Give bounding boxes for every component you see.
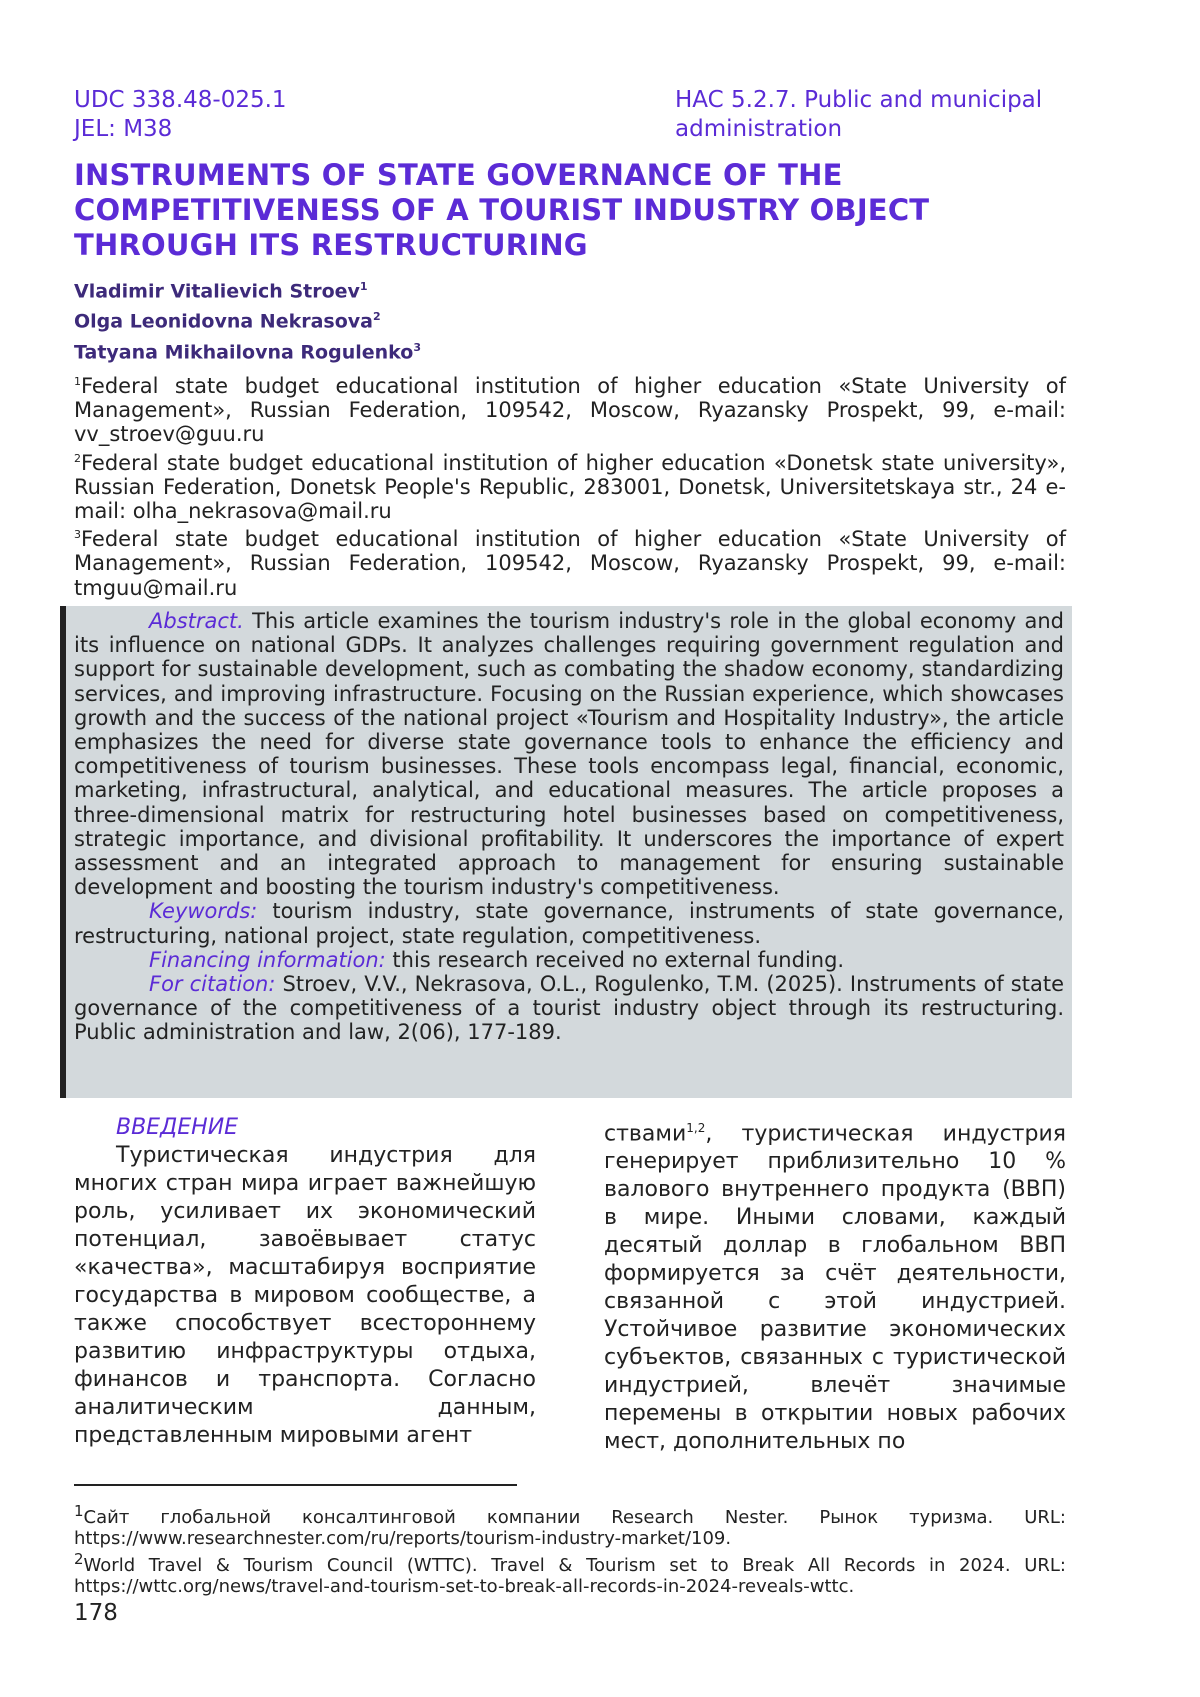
classification-codes [74, 86, 287, 144]
author-name: Olga Leonidovna Nekrasova2 [74, 304, 421, 334]
jel-code: JEL: M38 [74, 115, 287, 144]
article-page [0, 0, 1200, 1697]
citation-paragraph: For citation: Stroev, V.V., Nekrasova, O.L., Rogulenko, T.M. (2025). Instruments of state governance of the competitiveness of a tourist industry object through its restructuring. Public administration and law, 2(06), 177-189. [74, 972, 1064, 1045]
body-paragraph: Туристическая индустрия для многих стран мира играет важней­шую роль, усиливает их экономиче­ский потенциал, завоёвывает статус «качества», масштабируя восприя­тие государства в мировом сообще­стве, а также способствует всесто­роннему развитию инфраструктуры отдыха, финансов и транспорта. Со­гласно аналитическим данным, представленным мировыми агент­ [74, 1142, 536, 1450]
udc-code: UDC 338.48-025.1 [74, 86, 287, 115]
citation-label: For citation: [149, 972, 275, 996]
affiliations [74, 370, 1066, 600]
footnotes [74, 1501, 1066, 1597]
article-title [74, 158, 1074, 263]
keywords-paragraph: Keywords: tourism industry, state governance, instruments of state governance, restructuring, national project, state regulation, competitiveness. [74, 899, 1064, 947]
page-number: 178 [74, 1600, 118, 1626]
author-name: Tatyana Mikhailovna Rogulenko3 [74, 335, 421, 365]
title-line-2: COMPETITIVENESS OF A TOURIST INDUSTRY OBJECT [74, 193, 1074, 228]
abstract-block [74, 609, 1064, 1045]
footnote-item: 2World Travel & Tourism Council (WTTC). Travel & Tourism set to Break All Records in 2024. URL: https://wttc.org/news/travel-and-tourism-set-to-break-all-records-in-2024-reveals-wttc. [74, 1549, 1066, 1597]
affiliation-item: 3Federal state budget educational institution of higher education «State University of Management», Russian Federation, 109542, Moscow, Ryazansky Prospekt, 99, e-mail: tmguu@mail.ru [74, 523, 1066, 600]
hac-line-2: administration [675, 115, 1042, 144]
title-line-1: INSTRUMENTS OF STATE GOVERNANCE OF THE [74, 158, 1074, 193]
hac-code [675, 86, 1042, 144]
title-line-3: THROUGH ITS RESTRUCTURING [74, 228, 1074, 263]
abstract-label: Abstract. [149, 609, 244, 633]
footnote-item: 1Сайт глобальной консалтинговой компании Research Nester. Рынок туризма. URL: https://www.researchnester.com/ru/reports/tourism-industry-market/109. [74, 1501, 1066, 1549]
author-name: Vladimir Vitalievich Stroev1 [74, 274, 421, 304]
affiliation-item: 2Federal state budget educational institution of higher education «Donetsk state university», Russian Federation, Donetsk People's Republic, 283001, Donetsk, Universitetskaya str., 24 e-mail: olha_nekrasova@mail.ru [74, 447, 1066, 524]
financing-label: Financing information: [149, 948, 386, 972]
body-paragraph: ствами1,2, туристическая индустрия генерирует приблизительно 10 % валового внутреннего продукта (ВВП) в мире. Иными словами, каж­дый десятый доллар в глобальном ВВП формируется за счёт деятель­ности, связанной с этой индустрией. Устойчивое развитие экономиче­ских субъектов, связанных с тури­стической индустрией, влечёт зна­чимые перемены в открытии новых рабочих мест, дополнительных по­ [604, 1114, 1066, 1456]
hac-line-1: HAC 5.2.7. Public and municipal [675, 86, 1042, 115]
body-column-right [604, 1114, 1066, 1456]
author-list [74, 274, 421, 365]
affiliation-item: 1Federal state budget educational institution of higher education «State University of Management», Russian Federation, 109542, Moscow, Ryazansky Prospekt, 99, e-mail: vv_stroev@guu.ru [74, 370, 1066, 447]
financing-paragraph: Financing information: this research received no external funding. [74, 948, 1064, 972]
body-column-left [74, 1114, 536, 1450]
keywords-label: Keywords: [149, 899, 257, 923]
footnote-divider [74, 1484, 517, 1486]
abstract-paragraph: Abstract. This article examines the tourism industry's role in the global economy and its influence on national GDPs. It analyzes challenges requiring government regulation and support for sustainable development, such as combating the shadow economy, standardizing services, and improving infrastructure. Focusing on the Russian experience, which showcases growth and the success of the national project «Tourism and Hospitality Industry», the article emphasizes the need for diverse state governance tools to enhance the efficiency and competitiveness of tourism businesses. These tools encompass legal, financial, economic, marketing, infrastructural, analytical, and educational measures. The article proposes a three-dimensional matrix for restructuring hotel businesses based on competitiveness, strategic importance, and divisional profitability. It underscores the importance of expert assessment and an integrated approach to management for ensuring sustainable development and boosting the tourism industry's competitiveness. [74, 609, 1064, 899]
section-heading: ВВЕДЕНИЕ [116, 1114, 536, 1142]
